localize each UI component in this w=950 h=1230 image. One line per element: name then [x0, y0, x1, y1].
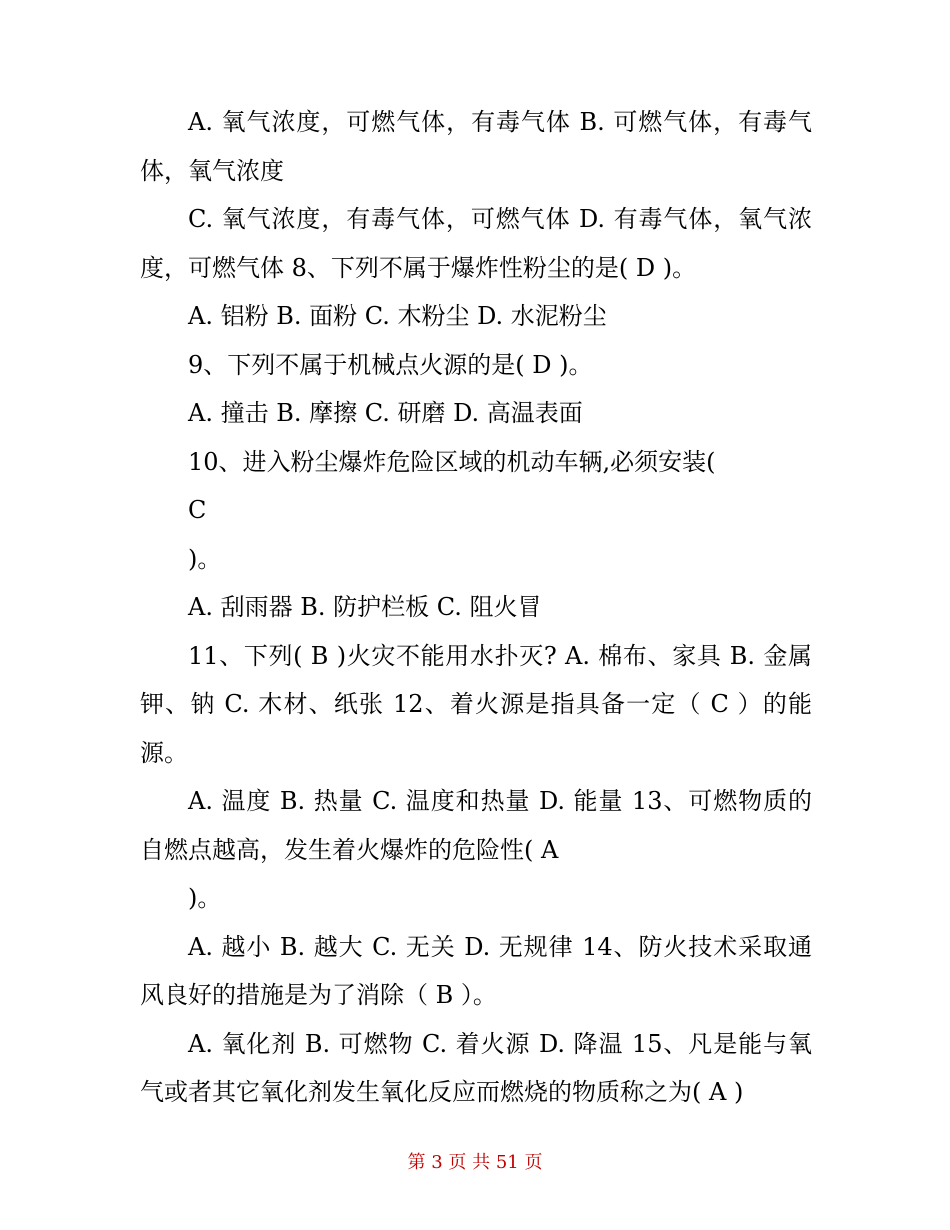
paragraph: A. 刮雨器 B. 防护栏板 C. 阻火冒 [188, 593, 542, 621]
paragraph: A. 温度 B. 热量 C. 温度和热量 D. 能量 13、可燃物质的自燃点越高，发生着火爆炸的危险性( A [140, 787, 812, 864]
paragraph: )。 [188, 884, 222, 912]
paragraph: 9、下列不属于机械点火源的是( D )。 [188, 350, 593, 379]
paragraph: 11、下列( B )火灾不能用水扑灭? A. 棉布、家具 B. 金属钾、钠 C. 木材、纸张 12、着火源是指具备一定（ C ）的能源。 [140, 641, 812, 767]
paragraph: A. 撞击 B. 摩擦 C. 研磨 D. 高温表面 [188, 399, 583, 427]
paragraph: A. 越小 B. 越大 C. 无关 D. 无规律 14、防火技术采取通风良好的措施是为了消除（ B ）。 [140, 932, 812, 1009]
paragraph: C [188, 496, 207, 524]
paragraph: 10、进入粉尘爆炸危险区域的机动车辆,必须安装( [188, 447, 716, 476]
document-body [140, 98, 812, 1117]
paragraph: A. 氧化剂 B. 可燃物 C. 着火源 D. 降温 15、凡是能与氧气或者其它氧化剂发生氧化反应而燃烧的物质称之为( A ) [140, 1029, 812, 1106]
paragraph: A. 铝粉 B. 面粉 C. 木粉尘 D. 水泥粉尘 [188, 302, 607, 330]
paragraph: )。 [188, 544, 222, 573]
paragraph: C. 氧气浓度，有毒气体，可燃气体 D. 有毒气体，氧气浓度，可燃气体 8、下列不属于爆炸性粉尘的是( D )。 [140, 205, 812, 282]
paragraph: A. 氧气浓度，可燃气体，有毒气体 B. 可燃气体，有毒气体，氧气浓度 [140, 108, 812, 185]
page-number-footer: 第 3 页 共 51 页 [407, 1152, 543, 1173]
